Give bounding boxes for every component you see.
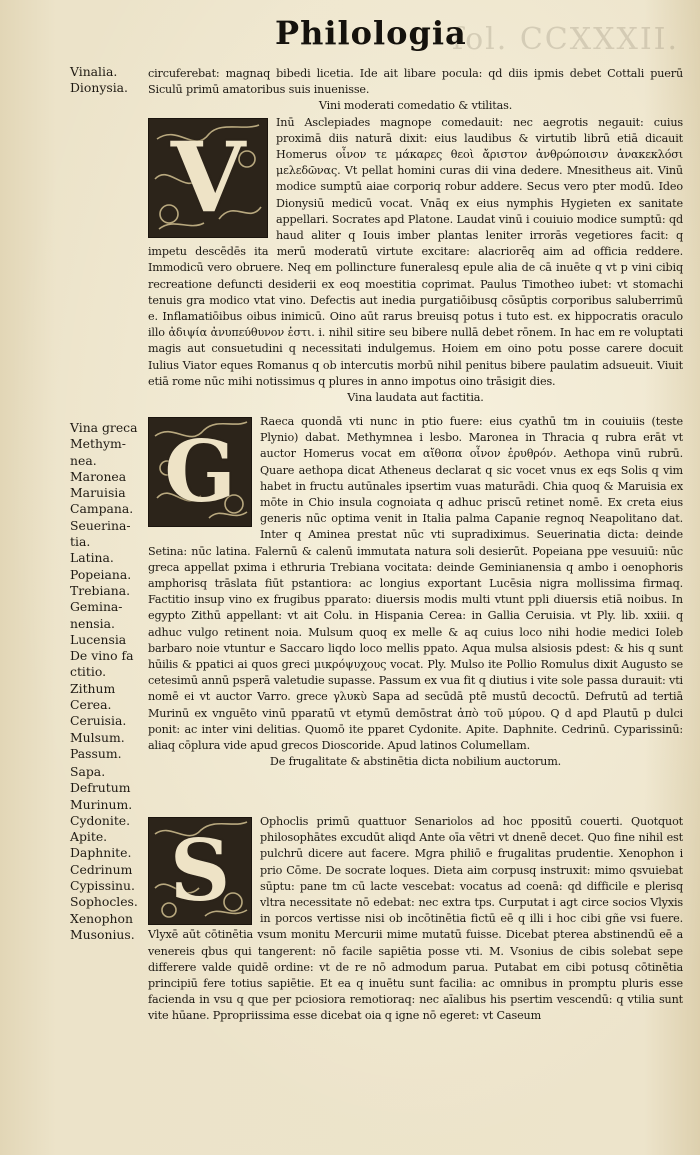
margin-note: Defrutum — [70, 780, 131, 796]
opening-lines: circuferebat: magnaq bibedi licetia. Ide ait libare pocula: qd diis ipmis debet Cottali puerū Siculū primū amatoribus suis inuenisse. — [148, 67, 683, 97]
margin-note: nensia. — [70, 615, 115, 631]
margin-note: Vinalia. — [70, 64, 118, 79]
margin-note: Zithum — [70, 680, 116, 696]
running-header: Philologia — [275, 14, 467, 52]
margin-note: Dionysia. — [70, 80, 128, 96]
initial-letter: G — [164, 422, 236, 521]
section-heading: De frugalitate & abstinētia dicta nobilium auctorum. — [269, 755, 562, 769]
initial-letter: V — [170, 120, 246, 234]
margin-notes-3 — [70, 764, 148, 943]
main-text-block-3 — [148, 814, 683, 1025]
margin-note: Latina. — [70, 550, 114, 566]
margin-note: Campana. — [70, 501, 134, 517]
margin-note: De vino fa — [70, 648, 134, 664]
margin-note: Lucensia — [70, 631, 127, 647]
margin-note: ctitio. — [70, 664, 107, 680]
margin-note: Trebiana. — [70, 582, 131, 598]
margin-note: Maruisia — [70, 485, 126, 501]
decorated-initial-v — [148, 118, 268, 238]
margin-note: Cypissinu. — [70, 878, 135, 894]
decorated-initial-s — [148, 817, 252, 925]
main-text-block-2 — [148, 414, 683, 770]
margin-note: Murinum. — [70, 796, 133, 812]
margin-note: Daphnite. — [70, 845, 132, 861]
margin-note: Gemina- — [70, 599, 123, 615]
main-text-block-1 — [148, 66, 683, 406]
margin-note: nea. — [70, 452, 97, 468]
margin-note: tia. — [70, 534, 91, 550]
margin-note: Cerea. — [70, 697, 112, 713]
margin-note: Maronea — [70, 468, 127, 484]
paragraph: Inū Asclepiades magnope comedauit: nec aegrotis negauit: cuius proximā diis naturā dixit: eius laudibus & virtutib librū etiā dicauit Homerus οἶνον τε μάκαρες θεοὶ ἄριστον ἀνθρώποισιν ἀνακεκλόσι μελεδῶνας. Vt pellat homini curas dii vina dedere. Mnesitheus ait. Vinū modice sumptū aiae corporiq robur addere. Secus vero pter modū. Ideo Dionysiū medicū vocat. Vnāq ex eius nymphis Hygieten ex sanitate appellari. Socrates apd Platone. Laudat vinū i couiuio modice sumptū: qd haud aliter q Iouis imber plantas leniter irrorās vegetiores facit: q impetu descēdēs ita merū moderatū virtute excitare: alacriorēq aim ad officia reddere. Immodicū vero obruere. Neq em pollincture funeralesq epule alia de cā inuēte q vt p vini cibiq recreatione defuncti desiderii ex eoq moestitia coprimat. Paulus Timotheo iubet: vt stomachi tenuis gra modico vtat vino. Defectis aut inedia purgatiōibusq cōsūptis corporibus saluberrimū e. Inflamatiōibus oibus inimicū. Oino aūt rarus breuisq potus i tuto est. ex hippocratis oraculo illo ἀδιψία ἀνυπεύθυνον ἐστι. i. nihil sitire seu bibere nullā debet rōnem. In hac em re voluptati magis aut consuetudini q necessitati indulgemus. Hoiem em oino potu posse carere docuit Iulius Viator eques Romanus q ob intercutis morbū nihil penitus bibere paulatim adsueuit. Viuit etiā rome nūc mihi notissimus q plures in anno impotus oino trāsigit dies. — [148, 115, 683, 388]
margin-note: Passum. — [70, 745, 122, 761]
margin-note: Musonius. — [70, 926, 135, 942]
margin-note: Sophocles. — [70, 894, 138, 910]
margin-note: Cydonite. — [70, 812, 131, 828]
section-heading: Vina laudata aut factitia. — [347, 391, 484, 405]
margin-note: Ceruisia. — [70, 713, 127, 729]
margin-note: Vina greca — [70, 420, 138, 435]
margin-note: Cedrinum — [70, 861, 133, 877]
margin-note: Seuerina- — [70, 517, 131, 533]
margin-note: Xenophon — [70, 910, 133, 926]
initial-letter: S — [169, 821, 231, 920]
margin-note: Popeiana. — [70, 566, 132, 582]
margin-note: Apite. — [70, 829, 108, 845]
section-heading: Vini moderati comedatio & vtilitas. — [318, 99, 513, 113]
margin-notes-1 — [70, 64, 148, 97]
margin-note: Sapa. — [70, 764, 106, 779]
margin-note: Mulsum. — [70, 729, 125, 745]
decorated-initial-g — [148, 417, 252, 527]
margin-note: Methym- — [70, 436, 126, 452]
paragraph: Ophoclis primū quattuor Senariolos ad hoc ppositū couerti. Quotquot philosophātes excudūt aliqd Ante oīa vētri vt dnenē decet. Quo fine nihil est pulchrū dicere aut facere. Mgra philiō e frugalitas prudentie. Xenophon i prio Cōme. De socrate loques. Dieta aim corpusq instruxit: mimo qsvuiebat sūptu: pane tm cū lacte vescebat: vocatus ad coenā: qd difficile e plerisq vltra necessitate nō edebat: nec extra tps. Curputat i agt circe socios Vlyxis in porcos vertisse nisi ob incōtinētia fictū eē q illi i hoc cibi gñe vsi fuere. Vlyxē aūt cōtinētia vsum monitu Mercurii mime mutatū fuisse. Dicebat pterea abstinendū eē a venereis qbus qui tangerent: nō facile sapiētia posse vti. M. Vsonius de cibis solebat sepe differere valde quidē ordine: vt de re nō admodum parua. Putabat em cibi potusq cōtinētia principiū fere totius sapiētie. Et ea q inuētu sunt facilia: ac omnibus in promptu pluris esse facienda in vsu q que per pciosiora remotioraq: nec aīalibus his psertim vescendū: q vtilia sunt vite hūane. Ppropriissima esse dicebat oia q igne nō egeret: vt Caseum — [148, 815, 683, 1023]
margin-notes-2 — [70, 420, 148, 762]
paragraph: Raeca quondā vti nunc in ptio fuere: eius cyathū tm in couiuiis (teste Plynio) dabat. Methymnea i lesbo. Maronea in Thracia q rubra erāt vt auctor Homerus vocat em αἴθοπα οἶνον ἐρυθρόν. Aethopa vinū rubrū. Quare aethopa dicat Atheneus declarat q sic vocet vnus ex eqs Solis q vim habet in fructu autūnales ipsertim vuas maturādi. Chia quoq & Maruisia ex mōte in Chio insula cognoiata q adhuc priscū retinet nomē. Ex creta eius generis nūc optima venit in Italia palma Capanie regnoq Neapolitano dat. Inter q Aminea prestat nūc vti supradiximus. Seuerinatia dicta: deinde Setina: nūc latina. Falernū & calenū immutata natura soli desierūt. Popeiana ppe vesuuiū: nūc greca appellat pxima i ethruria Trebiana vocitata: deinde Geminianensia q ambo i oenophoris amphorisq trāslata fiūt pstantiora: ac longius exportant Lucēsia nigra mollissima firmaq. Factitio insup vino ex frugibus pparato: diuersis modis multi vtunt ppli diuersis etiā noibus. In egypto Zithū appellant: vt ait Colu. in Hispania Cerea: in Gallia Ceruisia. vt Ply. lib. xxiii. q adhuc vulgo retinent noia. Mulsum quoq ex melle & aq cuius loco nihi hodie medici Ioleb barbaro noie vtuntur e Saccaro liqdo loco mellis ppato. Aqua mulsa alsiosis pdest: & his q sunt hūilis & ppatici ai quos greci μικρόψυχους vocat. Ply. Mulso ite Pollio Romulus dixit Augusto se cetesimū annū psperā valetudie supasse. Passum ex vua fit q diutius i vite sole passa durauit: vti nomē ei vt auctor Varro. grece γλυκὺ Sapa ad secūdā ptē mustū decoctū. Defrutū ad tertiā Murinū ex vnguēto vinū pparatū vt etymū demōstrat ἀπὸ τοῦ μύρου. Q d apd Plautū p dulci ponit: ac inter vini delitias. Quomō ite pparet Cydonite. Apite. Daphnite. Cedrinū. Cyparissinū: aliaq cōplura vide apud grecos Dioscoride. Apud latinos Columellam. — [148, 415, 683, 753]
bleed-through-text: fol. CCXXXII. — [452, 22, 680, 57]
